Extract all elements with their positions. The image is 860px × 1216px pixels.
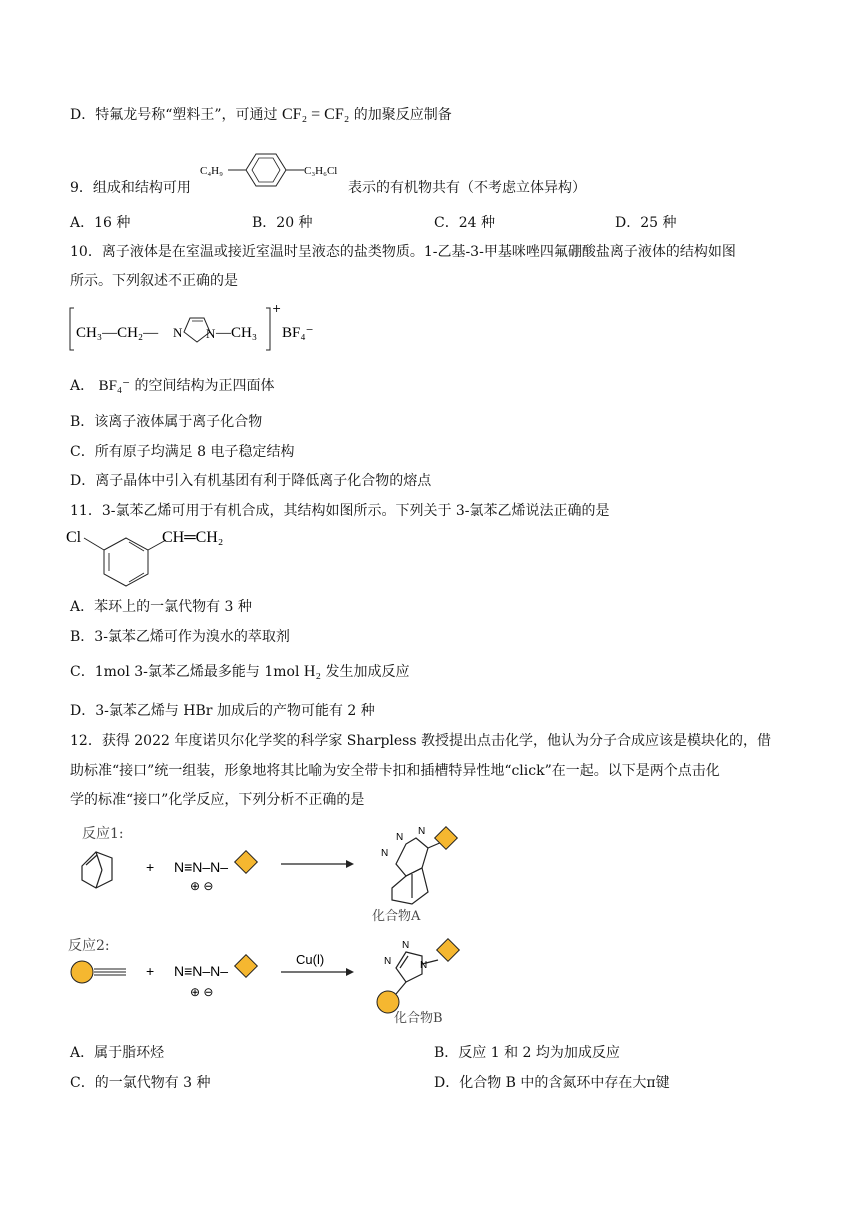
q11-vinyl: CH═CH₂ xyxy=(162,529,224,546)
compound-a-n1: N xyxy=(381,848,389,859)
q11-option-c-text-after: 发生加成反应 xyxy=(325,664,410,680)
q10-option-c: C．所有原子均满足 8 电子稳定结构 xyxy=(70,444,295,460)
q10-option-a-prefix: A． xyxy=(70,378,95,394)
compound-b-label: 化合物B xyxy=(394,1011,443,1026)
q10-option-a-formula: BF₄⁻ xyxy=(98,378,131,394)
q8-option-d xyxy=(70,105,452,125)
q10-struct-chain: CH₃—CH₂— xyxy=(76,325,159,341)
q9-struct-right: C₃H₆Cl xyxy=(304,165,338,177)
compound-b-n3: N xyxy=(420,960,428,971)
q9-struct-left: C₄H₉ xyxy=(200,165,223,177)
q8-option-d-text-after: 的加聚反应制备 xyxy=(353,107,452,123)
block-circle-b xyxy=(377,991,399,1013)
catalyst-label: Cu(l) xyxy=(296,952,325,967)
arrow-2-head xyxy=(346,968,354,976)
q9-stem-before: 组成和结构可用 xyxy=(92,180,191,196)
compound-a-n3: N xyxy=(418,826,426,837)
azide-1-charges: ⊕ ⊖ xyxy=(190,879,214,893)
compound-b-n2: N xyxy=(402,940,410,951)
q11-option-c-formula: H₂ xyxy=(303,663,322,680)
azide-2: N≡N–N– xyxy=(174,963,229,979)
reaction2-label: 反应2: xyxy=(68,938,110,954)
q10-stem-line2: 所示。下列叙述不正确的是 xyxy=(70,273,238,289)
q10-charge: + xyxy=(272,302,282,315)
q11-cl: Cl xyxy=(66,529,82,546)
q9-option-c: C．24 种 xyxy=(434,215,495,231)
q10-option-d: D．离子晶体中引入有机基团有利于降低离子化合物的熔点 xyxy=(70,473,432,489)
q10-option-a xyxy=(70,376,275,396)
alkyne xyxy=(94,969,126,975)
azide-1: N≡N–N– xyxy=(174,859,229,875)
q12-option-a: A．属于脂环烃 xyxy=(70,1045,165,1061)
q10-struct-tail: —CH₃ xyxy=(216,325,258,341)
q10-option-a-text: 的空间结构为正四面体 xyxy=(134,378,275,394)
azide-2-charges: ⊕ ⊖ xyxy=(190,985,214,999)
compound-a-n2: N xyxy=(396,832,404,843)
q12-stem-line3: 学的标准“接口”化学反应，下列分析不正确的是 xyxy=(70,792,365,808)
compound-a-structure xyxy=(392,838,442,904)
q9-option-a: A．16 种 xyxy=(70,215,131,231)
block-square-a xyxy=(435,827,458,850)
q12-option-c: C．的一氯代物有 3 种 xyxy=(70,1075,211,1091)
q9-stem-left xyxy=(70,178,191,198)
q9-number: 9． xyxy=(70,180,93,196)
q11-stem: 11．3-氯苯乙烯可用于有机合成，其结构如图所示。下列关于 3-氯苯乙烯说法正确的是 xyxy=(70,503,610,519)
q9-option-b: B．20 种 xyxy=(252,215,313,231)
q9-option-d: D．25 种 xyxy=(615,215,677,231)
norbornene xyxy=(82,852,112,888)
q10-structure xyxy=(66,298,346,358)
q11-structure xyxy=(66,524,256,594)
q11-option-c-text: C．1mol 3-氯苯乙烯最多能与 1mol xyxy=(70,664,300,680)
block-square-1 xyxy=(235,851,258,874)
compound-b-structure xyxy=(396,952,438,994)
q9-structure xyxy=(200,148,350,188)
q10-stem-line1: 10．离子液体是在室温或接近室温时呈液态的盐类物质。1-乙基-3-甲基咪唑四氟硼酸盐离子液体的结构如图 xyxy=(70,244,736,260)
q9-stem-after: 表示的有机物共有（不考虑立体异构） xyxy=(348,180,586,196)
q11-option-d: D．3-氯苯乙烯与 HBr 加成后的产物可能有 2 种 xyxy=(70,703,375,719)
q11-option-a: A．苯环上的一氯代物有 3 种 xyxy=(70,599,252,615)
q12-option-d: D．化合物 B 中的含氮环中存在大π键 xyxy=(434,1075,670,1091)
plus-2: + xyxy=(146,963,155,979)
q10-option-b: B．该离子液体属于离子化合物 xyxy=(70,414,263,430)
q10-n1: N xyxy=(173,325,183,340)
block-square-2 xyxy=(235,955,258,978)
reaction1-label: 反应1: xyxy=(82,826,124,842)
block-circle-1 xyxy=(71,961,93,983)
q10-anion: BF₄⁻ xyxy=(282,325,314,341)
block-square-b xyxy=(437,939,460,962)
compound-b-n1: N xyxy=(384,956,392,967)
q12-stem-line1: 12．获得 2022 年度诺贝尔化学奖的科学家 Sharpless 教授提出点击化学，他认为分子合成应该是模块化的，借 xyxy=(70,733,771,749)
q8-option-d-text: D．特氟龙号称“塑料王”，可通过 xyxy=(70,107,278,123)
q11-option-c xyxy=(70,662,409,682)
q11-option-b: B．3-氯苯乙烯可作为溴水的萃取剂 xyxy=(70,629,290,645)
arrow-1-head xyxy=(346,860,354,868)
q12-reactions-figure xyxy=(66,818,486,1033)
q8-formula: CF₂ = CF₂ xyxy=(282,106,350,123)
q12-option-b: B．反应 1 和 2 均为加成反应 xyxy=(434,1045,620,1061)
q12-stem-line2: 助标准“接口”统一组装，形象地将其比喻为安全带卡扣和插槽特异性地“click”在一起。以下是两个点击化 xyxy=(70,763,720,779)
q10-n3: N xyxy=(206,326,216,341)
plus-1: + xyxy=(146,859,155,875)
compound-a-label: 化合物A xyxy=(372,909,421,924)
